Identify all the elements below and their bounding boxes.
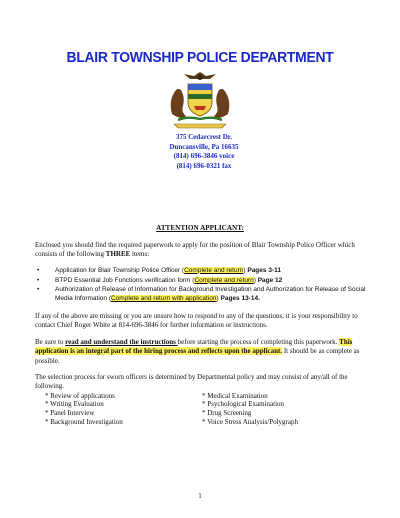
process-item: * Psychological Examination <box>202 400 285 409</box>
process-item: * Background Investigation <box>45 417 123 426</box>
item-pages: Page 12 <box>257 276 283 284</box>
item-highlight: Complete and return <box>184 266 244 274</box>
item-text: Application for Blair Township Police Officer ( <box>55 266 185 274</box>
item-highlight: Complete and return <box>194 276 254 284</box>
instructions-mid: before starting the process of completing this paperwork. <box>177 337 340 346</box>
missing-paragraph: If any of the above are missing or you are unsure how to respond to any of the questions, it is your responsibility to contact Chief Roger White at 814-696-3846 for further information or instructions. <box>35 312 358 330</box>
pennsylvania-coat-of-arms-icon <box>160 70 240 130</box>
page-number: 1 <box>198 492 202 500</box>
instructions-pre: Be sure to <box>35 337 66 346</box>
intro-text: Enclosed you should find the required paperwork to apply for the position of Blair Township Police Officer which consists of the following <box>35 241 355 259</box>
process-item: * Review of applications <box>45 391 115 400</box>
intro-tail: items: <box>130 250 150 259</box>
instructions-bold: read and understand the instructions <box>65 337 178 346</box>
bullet-icon: • <box>37 266 40 274</box>
instructions-paragraph <box>35 338 370 366</box>
item-close: ) <box>253 276 258 284</box>
attention-heading: ATTENTION APPLICANT: <box>156 224 244 232</box>
process-item: * Panel Interview <box>45 409 95 418</box>
list-item <box>35 286 370 304</box>
list-item <box>35 267 370 276</box>
address-street: 375 Cedarcrest Dr. <box>175 133 233 141</box>
address-block <box>0 133 400 171</box>
instructions-highlight: This application is an integral part of the hiring process and reflects upon the applicant. <box>35 337 353 356</box>
item-close: ) <box>216 295 221 303</box>
intro-bold: THREE <box>105 250 131 259</box>
process-item: * Writing Evaluation <box>45 400 104 409</box>
item-text: Authorization of Release of Information for Background Investigation and Authorization for Release of Social Media Information ( <box>55 286 366 303</box>
intro-paragraph <box>35 241 370 260</box>
item-highlight: Complete and return with application <box>111 295 217 303</box>
selection-process-list <box>45 392 370 426</box>
list-item <box>35 277 370 286</box>
process-item: * Voice Stress Analysis/Polygraph <box>202 417 298 426</box>
phone-voice: (814) 696-3846 voice <box>173 152 235 161</box>
item-pages: Pages 3-11 <box>247 266 281 274</box>
item-text: BTPD Essential Job Functions verification form ( <box>55 276 195 284</box>
bullet-icon: • <box>37 286 40 294</box>
required-items-list <box>35 267 370 304</box>
process-item: * Drug Screening <box>202 409 252 418</box>
page-title: BLAIR TOWNSHIP POLICE DEPARTMENT <box>66 50 334 66</box>
item-pages: Pages 13-14. <box>220 295 260 303</box>
process-item: * Medical Examination <box>202 391 268 400</box>
bullet-icon: • <box>37 276 40 284</box>
instructions-tail: It should be as complete as possible. <box>35 347 360 365</box>
phone-fax: (814) 696-0321 fax <box>176 161 232 170</box>
address-city: Duncansville, Pa 16635 <box>169 142 239 151</box>
item-close: ) <box>243 266 248 274</box>
selection-paragraph: The selection process for sworn officers is determined by Departmental policy and may consist of any/all of the following. <box>35 373 348 391</box>
document-body <box>35 241 370 426</box>
